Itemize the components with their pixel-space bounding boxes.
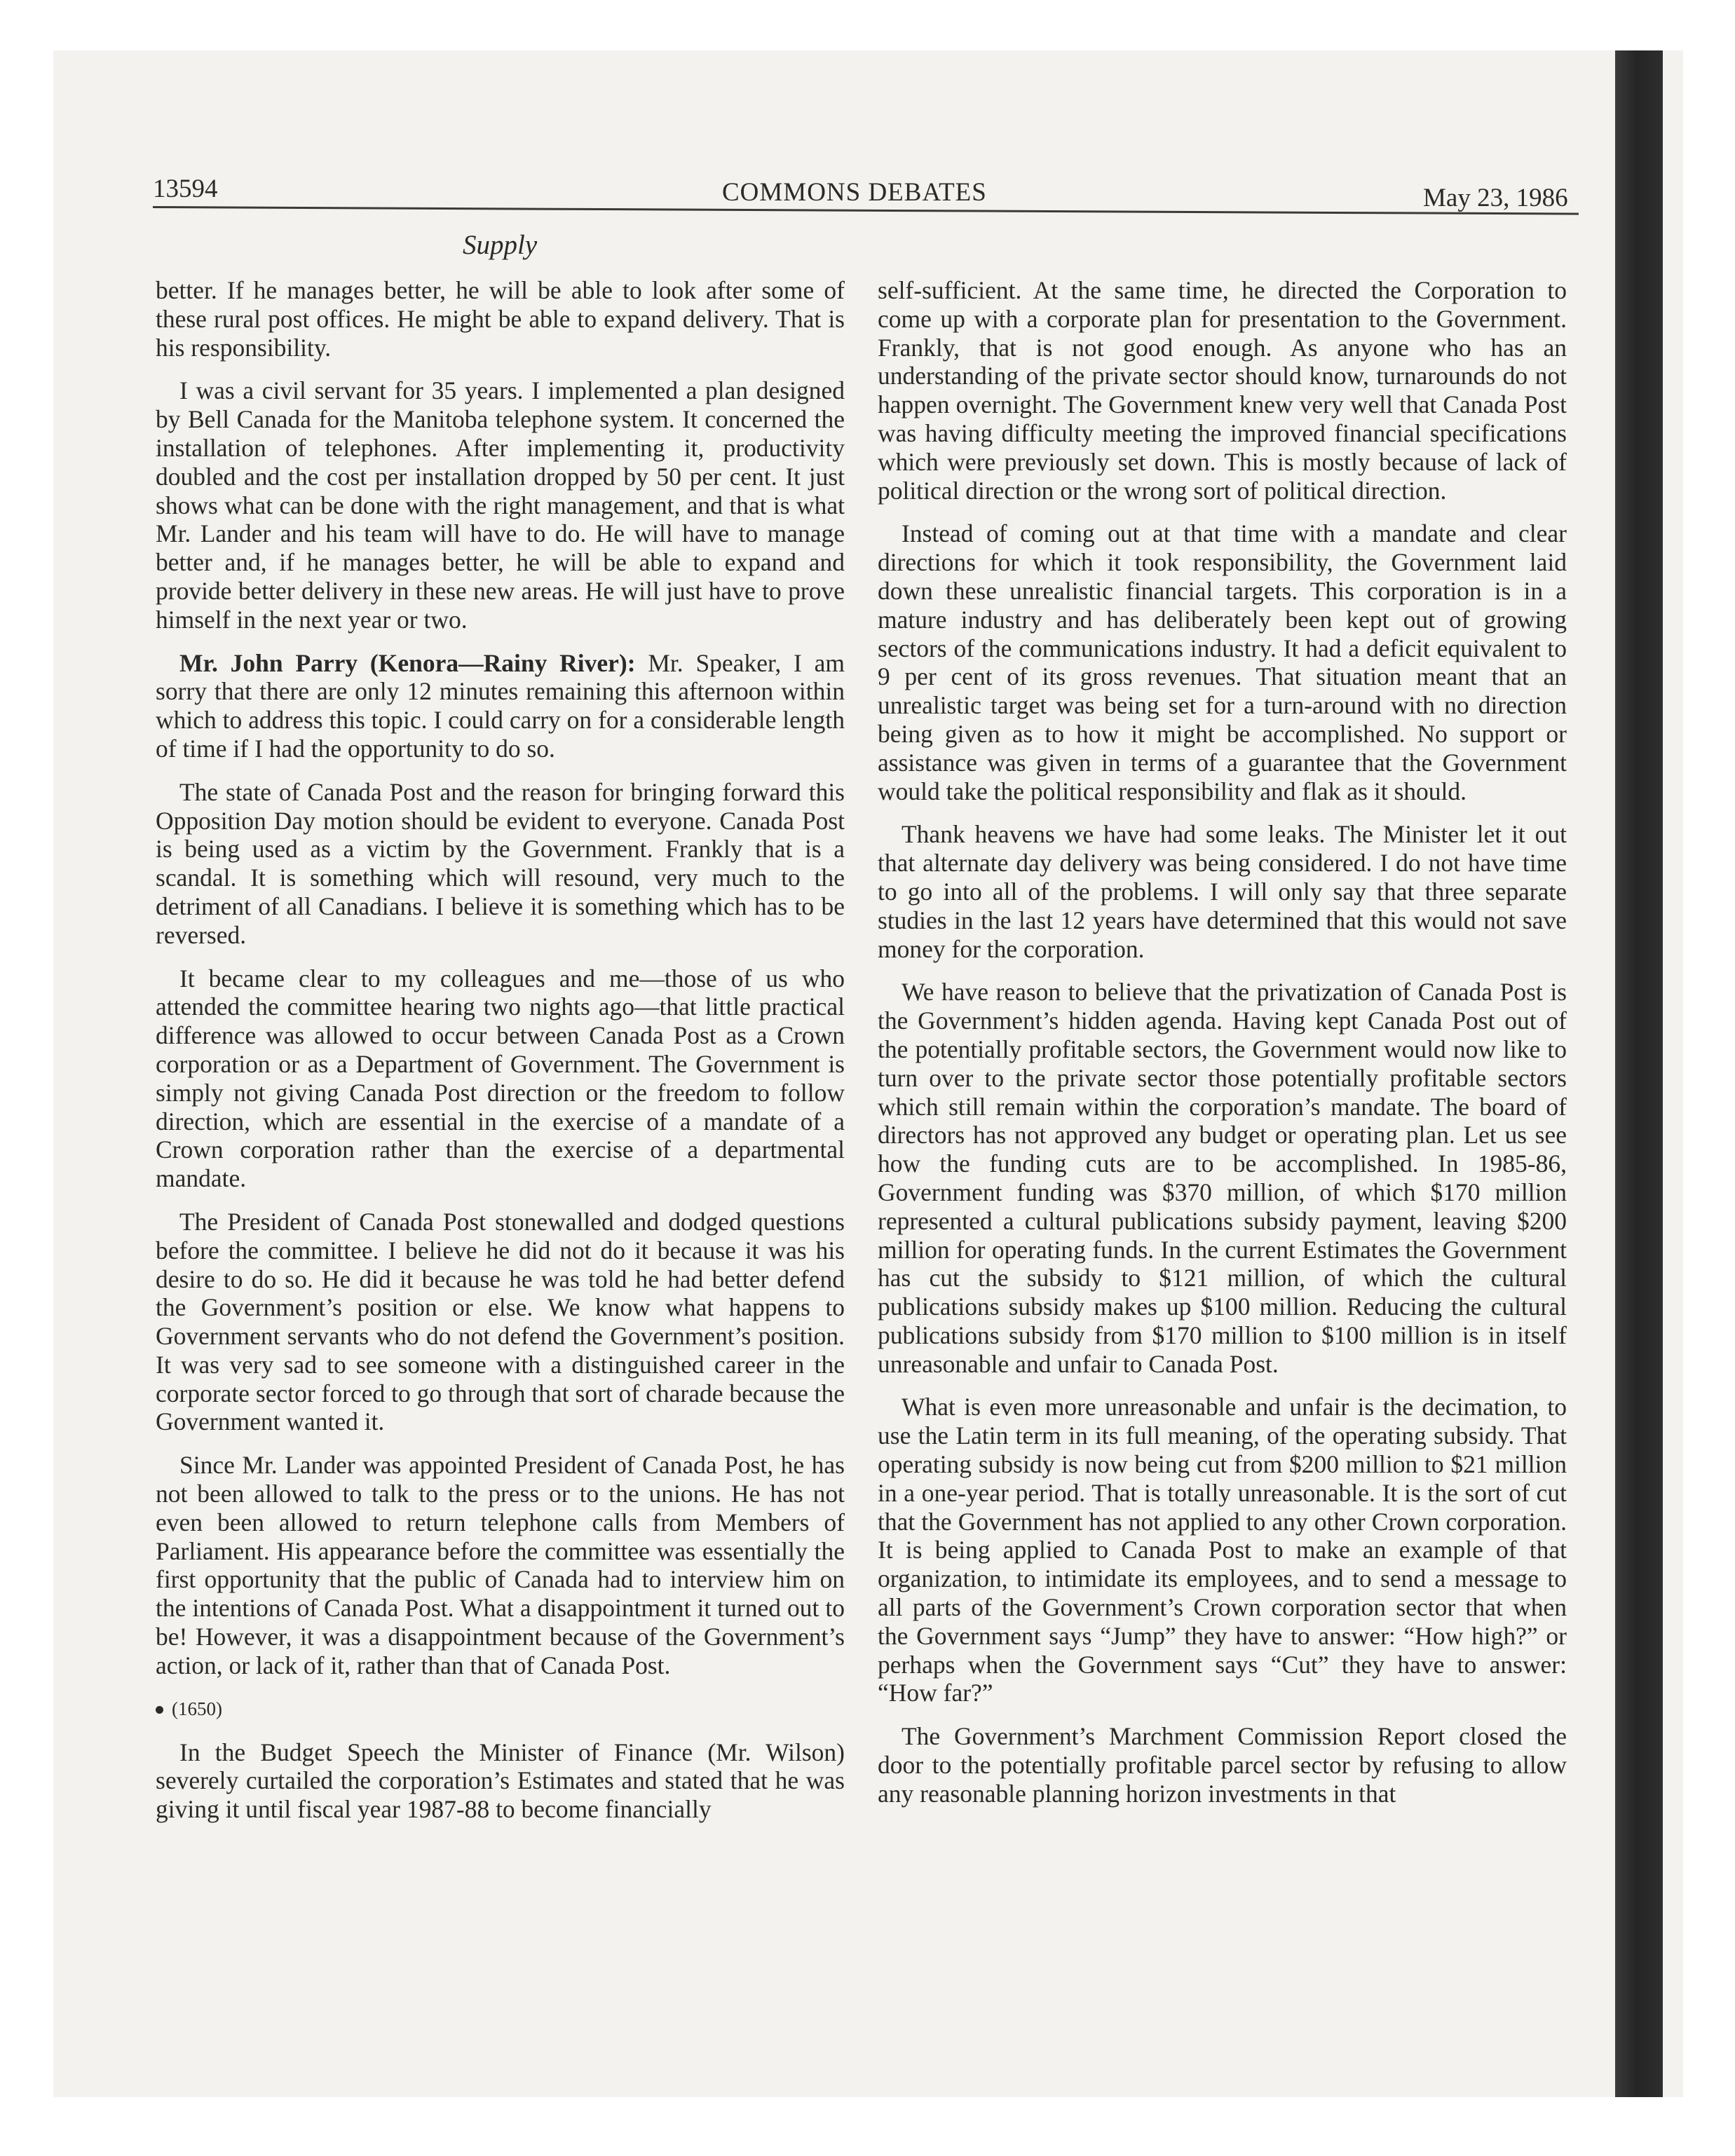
paragraph: In the Budget Speech the Minister of Finance (Mr. Wilson) severely curtailed the corporation’s Estimates and stated that he was giving it until fiscal year 1987-88 to become financially bbox=[156, 1738, 845, 1824]
header-date: May 23, 1986 bbox=[1423, 184, 1568, 212]
paragraph: The Government’s Marchment Commission Report closed the door to the potentially profitable parcel sector by refusing to allow any reasonable planning horizon investments in that bbox=[878, 1722, 1567, 1808]
bullet-icon bbox=[156, 1706, 163, 1714]
paragraph: It became clear to my colleagues and me—those of us who attended the committee hearing two nights ago—that little practical difference was allowed to occur between Canada Post as a Crown corporation or as a Department of Government. The Government is simply not giving Canada Post direction or the freedom to follow direction, which are essential in the exercise of a mandate of a Crown corporation rather than the exercise of a departmental mandate. bbox=[156, 964, 845, 1193]
speech-text: Mr. Speaker, I am sorry that there are only 12 minutes remaining this afternoon within which to address this topic. I could carry on for a considerable length of time if I had the opportunity to do so. bbox=[156, 648, 845, 763]
paragraph: The state of Canada Post and the reason for bringing forward this Opposition Day motion should be evident to everyone. Canada Post is being used as a victim by the Government. Frankly that is a scandal. It is something which will resound, very much to the detriment of all Canadians. I believe it is something which has to be reversed. bbox=[156, 777, 845, 949]
paragraph bbox=[156, 649, 845, 763]
paragraph: better. If he manages better, he will be able to look after some of these rural post offices. He might be able to expand delivery. That is his responsibility. bbox=[156, 276, 845, 362]
speaker-name: Mr. John Parry (Kenora—Rainy River): bbox=[179, 648, 636, 677]
paragraph: What is even more unreasonable and unfair is the decimation, to use the Latin term in its full meaning, of the operating subsidy. That operating subsidy is now being cut from $200 million to $21 million in a one-year period. That is totally unreasonable. It is the sort of cut that the Government has not applied to any other Crown corporation. It is being applied to Canada Post to make an example of that organization, to intimidate its employees, and to send a message to all parts of the Government’s Crown corporation sector that when the Government says “Jump” they have to answer: “How high?” or perhaps when the Government says “Cut” they have to answer: “How far?” bbox=[878, 1393, 1567, 1707]
paragraph: Since Mr. Lander was appointed President of Canada Post, he has not been allowed to talk to the press or to the unions. He has not even been allowed to return telephone calls from Members of Parliament. His appearance before the committee was essentially the first opportunity that the public of Canada had to interview him on the intentions of Canada Post. What a disappointment it turned out to be! However, it was a disappointment because of the Government’s action, or lack of it, rather than that of Canada Post. bbox=[156, 1451, 845, 1679]
time-marker bbox=[156, 1695, 845, 1723]
paragraph: The President of Canada Post stonewalled and dodged questions before the committee. I believe he did not do it because it was his desire to do so. He did it because he was told he had better defend the Government’s position or else. We know what happens to Government servants who do not defend the Government’s position. It was very sad to see someone with a distinguished career in the corporate sector forced to go through that sort of charade because the Government wanted it. bbox=[156, 1207, 845, 1436]
time-marker-label: (1650) bbox=[172, 1698, 222, 1719]
section-title: Supply bbox=[463, 230, 538, 260]
page-number: 13594 bbox=[153, 175, 218, 203]
paragraph: self-sufficient. At the same time, he directed the Corporation to come up with a corporate plan for presentation to the Government. Frankly, that is not good enough. As anyone who has an understanding of the private sector should know, turnarounds do not happen overnight. The Government knew very well that Canada Post was having difficulty meeting the improved financial specifications which were previously set down. This is mostly because of lack of political direction or the wrong sort of political direction. bbox=[878, 276, 1567, 505]
paragraph: I was a civil servant for 35 years. I implemented a plan designed by Bell Canada for the Manitoba telephone system. It concerned the installation of telephones. After implementing it, productivity doubled and the cost per installation dropped by 50 per cent. It just shows what can be done with the right management, and that is what Mr. Lander and his team will have to do. He will have to manage better and, if he manages better, he will be able to expand and provide better delivery in these new areas. He will just have to prove himself in the next year or two. bbox=[156, 376, 845, 634]
right-column bbox=[878, 276, 1567, 1823]
paragraph: Thank heavens we have had some leaks. The Minister let it out that alternate day delivery was being considered. I do not have time to go into all of the problems. I will only say that three separate studies in the last 12 years have determined that this would not save money for the corporation. bbox=[878, 820, 1567, 963]
paragraph: We have reason to believe that the privatization of Canada Post is the Government’s hidden agenda. Having kept Canada Post out of the potentially profitable sectors, the Government would now like to turn over to the private sector those potentially profitable sectors which still remain within the corporation’s mandate. The board of directors has not approved any budget or operating plan. Let us see how the funding cuts are to be accomplished. In 1985-86, Government funding was $370 million, of which $170 million represented a cultural publications subsidy payment, leaving $200 million for operating funds. In the current Estimates the Government has cut the subsidy to $121 million, of which the cultural publications subsidy makes up $100 million. Reducing the cultural publications subsidy from $170 million to $100 million is in itself unreasonable and unfair to Canada Post. bbox=[878, 978, 1567, 1378]
left-column bbox=[156, 276, 845, 1838]
binding-strip bbox=[1615, 50, 1663, 2097]
paragraph: Instead of coming out at that time with a mandate and clear directions for which it took responsibility, the Government laid down these unrealistic financial targets. This corporation is in a mature industry and has deliberately been kept out of growing sectors of the communications industry. It had a deficit equivalent to 9 per cent of its gross revenues. That situation meant that an unrealistic target was being set for a turn-around with no direction being given as to how it might be accomplished. No support or assistance was given in terms of a guarantee that the Government would take the political responsibility and flak as it should. bbox=[878, 519, 1567, 805]
journal-title: COMMONS DEBATES bbox=[722, 178, 987, 207]
